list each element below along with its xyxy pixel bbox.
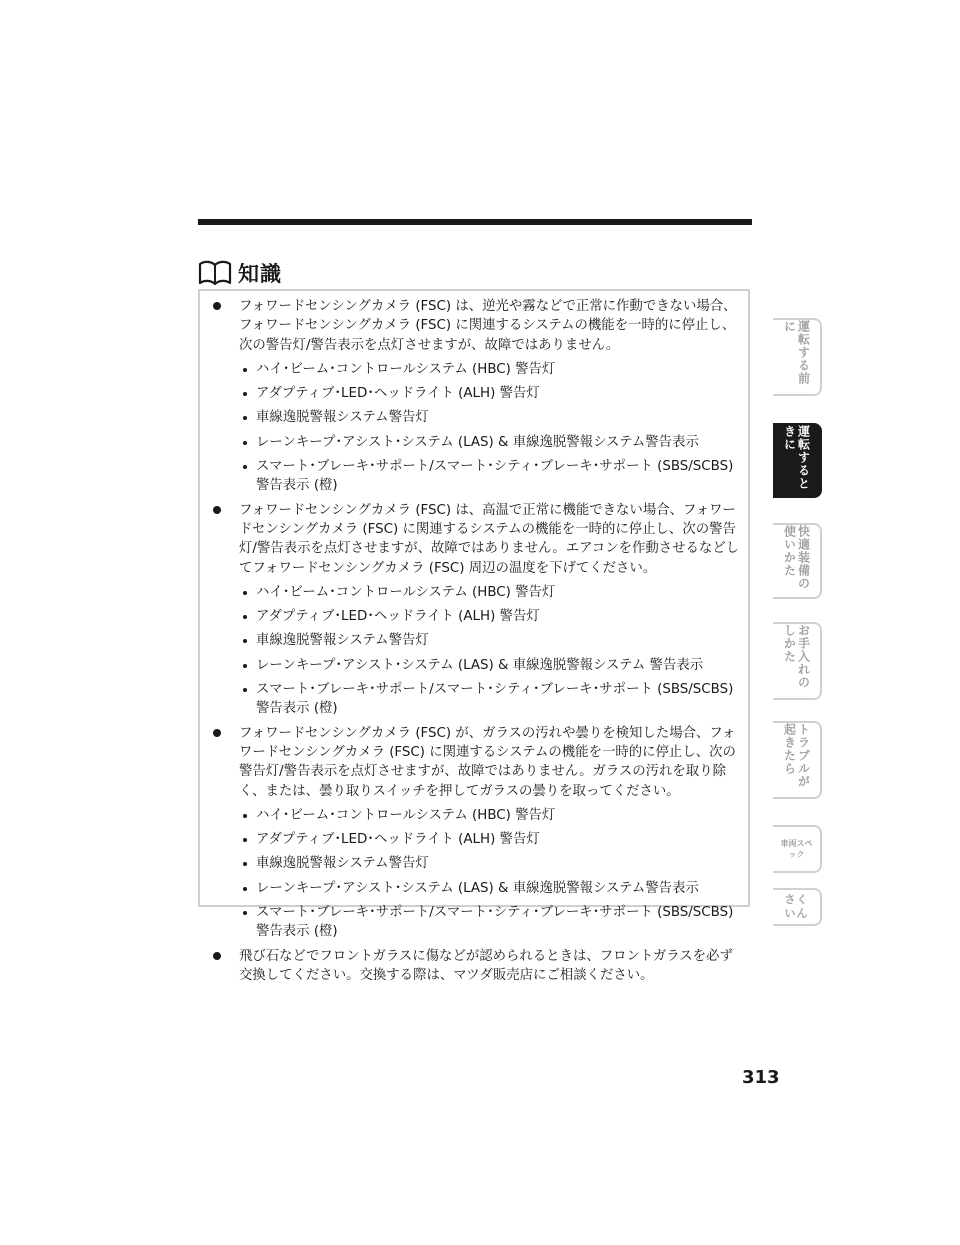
bullet-text: フォワードセンシングカメラ (FSC) は、高温で正常に機能できない場合、フォワードセンシングカメラ (FSC) に関連するシステムの機能を一時的に停止し、次の警告灯/警告表示を点灯させますが、故障ではありません。エアコンを作動させるなどしてフォワードセンシングカメラ (FSC) 周辺の温度を下げてください。 xyxy=(239,502,740,576)
bullet-item xyxy=(208,501,740,578)
page-number: 313 xyxy=(742,1067,780,1088)
bullet-dot xyxy=(213,729,221,737)
sub-item: アダプティブ･LED･ヘッドライト (ALH) 警告灯 xyxy=(208,607,740,626)
sub-item: 車線逸脱警報システム警告灯 xyxy=(208,631,740,650)
section-title: 知識 xyxy=(238,262,282,286)
bullet-text: フォワードセンシングカメラ (FSC) が、ガラスの汚れや曇りを検知した場合、フォワードセンシングカメラ (FSC) に関連するシステムの機能を一時的に停止し、次の警告灯/警告表示を点灯させますが、故障ではありません。ガラスの汚れを取り除く、または、曇り取りスイッチを押してガラスの曇りを取ってください。 xyxy=(239,725,736,799)
sub-item: 車線逸脱警報システム警告灯 xyxy=(208,854,740,873)
tab-comfort-equipment[interactable]: 快適装備の使いかた xyxy=(773,523,822,599)
sub-list xyxy=(208,806,740,942)
sub-item: スマート･ブレーキ･サポート/スマート･シティ･ブレーキ･サポート (SBS/SCBS) 警告表示 (橙) xyxy=(208,903,740,942)
bullet-dot xyxy=(213,302,221,310)
bullet-item xyxy=(208,947,740,986)
knowledge-panel xyxy=(198,289,750,983)
bullet-text: フォワードセンシングカメラ (FSC) は、逆光や霧などで正常に作動できない場合、フォワードセンシングカメラ (FSC) に関連するシステムの機能を一時的に停止し、次の警告灯/警告表示を点灯させますが、故障ではありません。 xyxy=(239,299,737,353)
sub-item: アダプティブ･LED･ヘッドライト (ALH) 警告灯 xyxy=(208,830,740,849)
sub-item: アダプティブ･LED･ヘッドライト (ALH) 警告灯 xyxy=(208,384,740,403)
sub-item: ハイ･ビーム･コントロールシステム (HBC) 警告灯 xyxy=(208,360,740,379)
section-heading xyxy=(198,258,282,288)
sub-item: レーンキープ･アシスト･システム (LAS) & 車線逸脱警報システム警告表示 xyxy=(208,879,740,898)
bullet-item xyxy=(208,724,740,801)
book-icon xyxy=(198,259,232,287)
top-rule xyxy=(198,219,752,225)
sub-list xyxy=(208,583,740,719)
bullet-text: 飛び石などでフロントガラスに傷などが認められるときは、フロントガラスを必ず交換してください。交換する際は、マツダ販売店にご相談ください。 xyxy=(239,948,733,983)
tab-while-driving[interactable]: 運転するときに xyxy=(773,423,822,498)
tab-maintenance[interactable]: お手入れのしかた xyxy=(773,622,822,700)
sub-item: ハイ･ビーム･コントロールシステム (HBC) 警告灯 xyxy=(208,583,740,602)
bullet-dot xyxy=(213,506,221,514)
tab-before-driving[interactable]: 運転する前に xyxy=(773,318,822,396)
bullet-item xyxy=(208,297,740,355)
tab-index[interactable]: さくいん xyxy=(773,888,822,926)
bullet-dot xyxy=(213,952,221,960)
sub-list xyxy=(208,360,740,496)
sub-item: スマート･ブレーキ･サポート/スマート･シティ･ブレーキ･サポート (SBS/SCBS) 警告表示 (橙) xyxy=(208,680,740,719)
sub-item: スマート･ブレーキ･サポート/スマート･シティ･ブレーキ･サポート (SBS/SCBS) 警告表示 (橙) xyxy=(208,457,740,496)
sub-item: レーンキープ･アシスト･システム (LAS) & 車線逸脱警報システム 警告表示 xyxy=(208,656,740,675)
knowledge-content xyxy=(208,297,740,990)
sub-item: ハイ･ビーム･コントロールシステム (HBC) 警告灯 xyxy=(208,806,740,825)
tab-troubleshooting[interactable]: トラブルが起きたら xyxy=(773,721,822,799)
sub-item: レーンキープ･アシスト･システム (LAS) & 車線逸脱警報システム警告表示 xyxy=(208,433,740,452)
sub-item: 車線逸脱警報システム警告灯 xyxy=(208,408,740,427)
tab-vehicle-specs[interactable]: 車両スペック xyxy=(773,825,822,873)
